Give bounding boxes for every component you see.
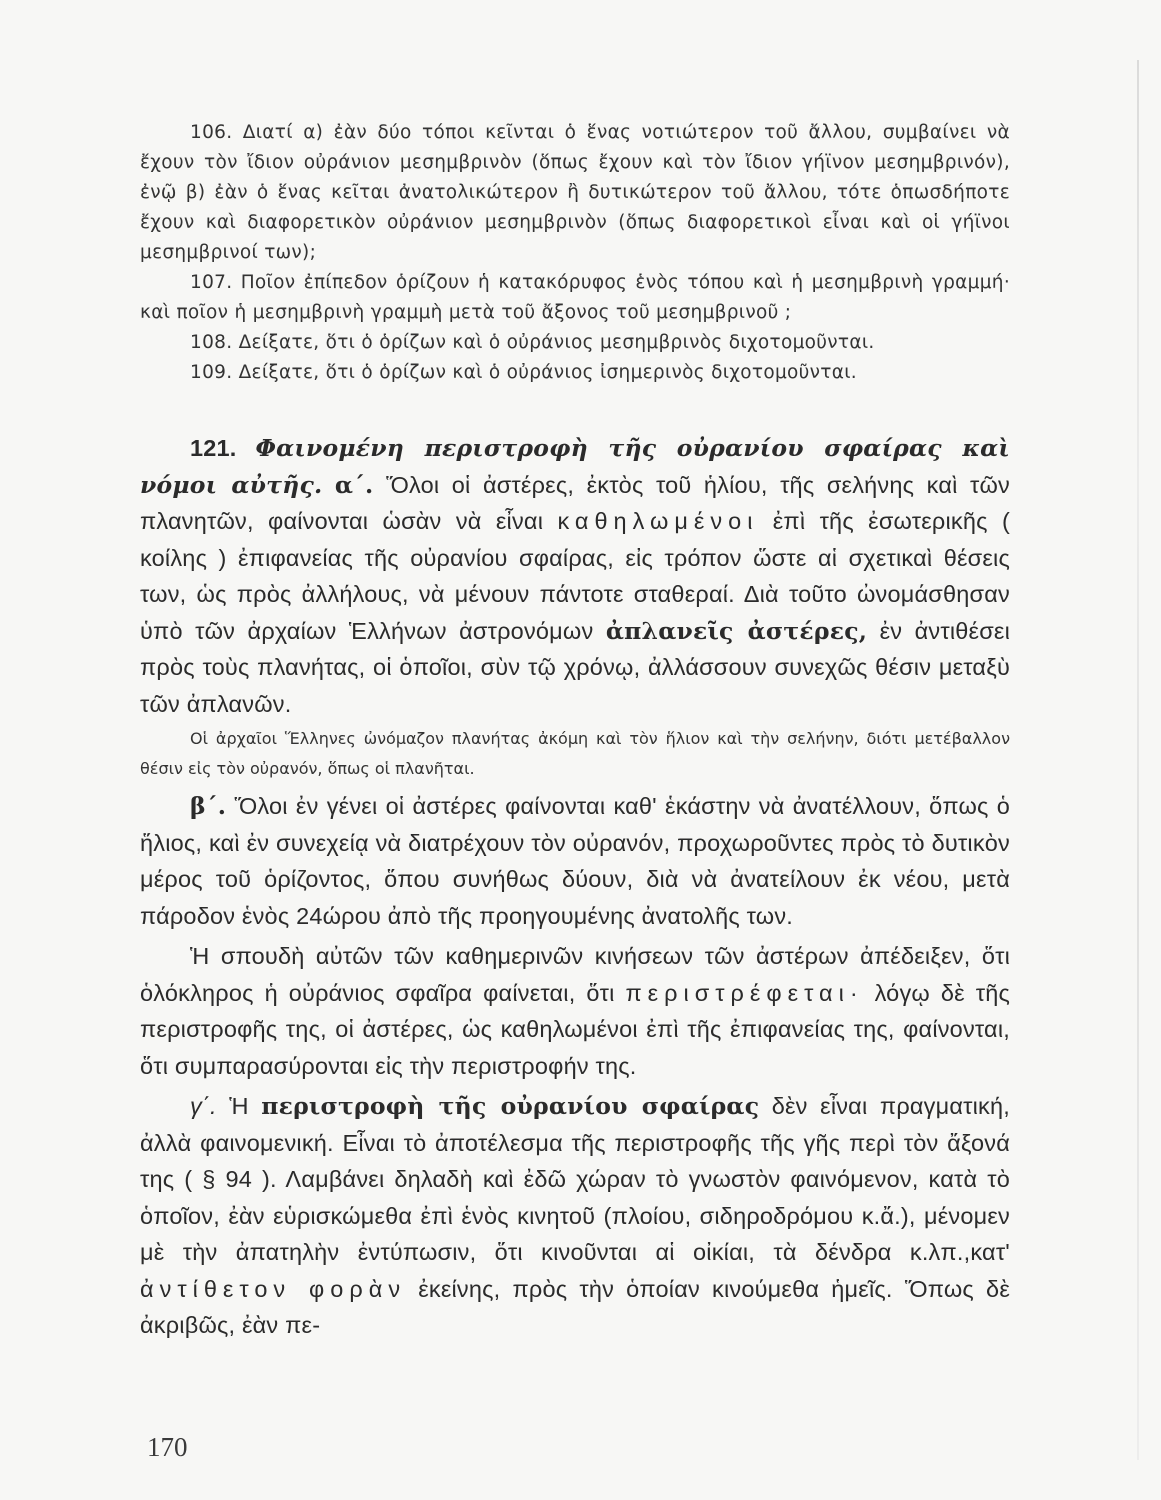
q108-number: 108. [190, 332, 233, 353]
paragraph-2-text-2: λόγῳ δὲ τῆς περιστροφῆς της, οἱ ἀστέρες, ὡς καθηλωμένοι ἐπὶ τῆς ἐπιφανείας της, φαίνονται, ὅτι συμπαρασύρονται εἰς τὴν περιστροφήν της. [140, 979, 1010, 1079]
paragraph-c-text-1: Ἡ [229, 1093, 249, 1119]
paragraph-c-bold: περιστροφὴ τῆς οὐρανίου σφαίρας [261, 1092, 760, 1120]
q106-text: Διατί α) ἐὰν δύο τόποι κεῖνται ὁ ἕνας νοτιώτερον τοῦ ἄλλου, συμβαίνει νὰ ἔχουν τὸν ἴδιον οὐράνιον μεσημβρινὸν (ὅπως ἔχουν καὶ τὸν ἴδιον γήϊνον μεσημβρινόν), ἐνῷ β) ἐὰν ὁ ἕνας κεῖται ἀνατολικώτερον ἢ δυτικώτερον τοῦ ἄλλου, τότε ὁπωσδήποτε ἔχουν καὶ διαφορετικὸν οὐράνιον μεσημβρινὸν (ὅπως διαφορετικοὶ εἶναι καὶ οἱ γήϊνοι μεσημβρινοί των); [140, 122, 1010, 263]
section-121 [140, 430, 1010, 1344]
paragraph-2-spaced: περιστρέφεται· [625, 979, 864, 1006]
q107-number: 107. [190, 272, 233, 293]
q109-number: 109. [190, 362, 233, 383]
paragraph-c [140, 1088, 1010, 1344]
paragraph-a-text-3: ἐν ἀντιθέσει πρὸς τοὺς πλανήτας, οἱ ὁποῖοι, σὺν τῷ χρόνῳ, ἀλλάσσουν συνεχῶς θέσιν μεταξὺ τῶν ἀπλανῶν. [140, 617, 1010, 717]
label-a: α΄. [334, 470, 374, 499]
paragraph-b [140, 788, 1010, 934]
paragraph-c-spaced: ἀντίθετον φορὰν [140, 1275, 407, 1302]
paragraph-2 [140, 938, 1010, 1084]
label-c: γ΄. [190, 1093, 217, 1119]
paragraph-c-text-2: δὲν εἶναι πραγματική, ἀλλὰ φαινομενική. Εἶναι τὸ ἀποτέλεσμα τῆς περιστροφῆς τῆς γῆς περὶ τὸν ἄξονά της ( § 94 ). Λαμβάνει δηλαδὴ καὶ ἐδῶ χώραν τὸ γνωστὸν φαινόμενον, κατὰ τὸ ὁποῖον, ἐὰν εὑρισκώμεθα ἐπὶ ἑνὸς κινητοῦ (πλοίου, σιδηροδρόμου κ.ἄ.), μένομεν μὲ τὴν ἀπατηλὴν ἐντύπωσιν, ὅτι κινοῦνται αἱ οἰκίαι, τὰ δένδρα κ.λπ.,κατ' [140, 1093, 1010, 1265]
section-title: Φαινομένη περιστροφὴ τῆς οὐρανίου σφαίρας καὶ νόμοι αὐτῆς. [140, 434, 1010, 499]
paragraph-a [140, 430, 1010, 722]
exercises-block [140, 118, 1010, 388]
question-106 [140, 118, 1010, 268]
note-paragraph: Οἱ ἀρχαῖοι Ἕλληνες ὠνόμαζον πλανήτας ἀκόμη καὶ τὸν ἥλιον καὶ τὴν σελήνην, διότι μετέβαλλον θέσιν εἰς τὸν οὐρανόν, ὅπως οἱ πλανῆται. [140, 729, 1010, 778]
question-109 [140, 358, 1010, 388]
page-edge-line [1137, 60, 1139, 1460]
paragraph-a-text-2: ἐπὶ τῆς ἐσωτερικῆς ( κοίλης ) ἐπιφανείας τῆς οὐρανίου σφαίρας, εἰς τρόπον ὥστε αἱ σχετικαὶ θέσεις των, ὡς πρὸς ἀλλήλους, νὰ μένουν πάντοτε σταθεραί. Διὰ τοῦτο ὠνομάσθησαν ὑπὸ τῶν ἀρχαίων Ἑλλήνων ἀστρονόμων [140, 508, 1010, 644]
paragraph-b-text: Ὅλοι ἐν γένει οἱ ἀστέρες φαίνονται καθ' ἑκάστην νὰ ἀνατέλλουν, ὅπως ὁ ἥλιος, καὶ ἐν συνεχείᾳ νὰ διατρέχουν τὸν οὐρανόν, προχωροῦντες πρὸς τὸ δυτικὸν μέρος τοῦ ὁρίζοντος, ὅπου συνήθως δύουν, διὰ νὰ ἀνατείλουν ἐκ νέου, μετὰ πάροδον ἑνὸς 24ώρου ἀπὸ τῆς προηγουμένης ἀνατολῆς των. [140, 793, 1011, 929]
paragraph-c-text-3: ἐκείνης, πρὸς τὴν ὁποίαν κινούμεθα ἡμεῖς. Ὅπως δὲ ἀκριβῶς, ἐὰν πε- [140, 1275, 1011, 1338]
q108-text: Δείξατε, ὅτι ὁ ὁρίζων καὶ ὁ οὐράνιος μεσημβρινὸς διχοτομοῦνται. [238, 332, 875, 353]
q109-text: Δείξατε, ὅτι ὁ ὁρίζων καὶ ὁ οὐράνιος ἰσημερινὸς διχοτομοῦνται. [238, 362, 857, 383]
question-108 [140, 328, 1010, 358]
q107-text: Ποῖον ἐπίπεδον ὁρίζουν ἡ κατακόρυφος ἑνὸς τόπου καὶ ἡ μεσημβρινὴ γραμμή· καὶ ποῖον ἡ μεσημβρινὴ γραμμὴ μετὰ τοῦ ἄξονος τοῦ μεσημβρινοῦ ; [140, 272, 1011, 323]
q106-number: 106. [190, 122, 233, 143]
section-number: 121. [190, 435, 237, 461]
paragraph-2-text-1: Ἡ σπουδὴ αὐτῶν τῶν καθημερινῶν κινήσεων τῶν ἀστέρων ἀπέδειξεν, ὅτι ὁλόκληρος ἡ οὐράνιος σφαῖρα φαίνεται, ὅτι [140, 943, 1010, 1006]
page-number: 170 [147, 1432, 188, 1462]
paragraph-a-text-1: Ὅλοι οἱ ἀστέρες, ἐκτὸς τοῦ ἡλίου, τῆς σελήνης καὶ τῶν πλανητῶν, φαίνονται ὡσὰν νὰ εἶναι [140, 471, 1010, 534]
paragraph-a-bold: ἀπλανεῖς ἀστέρες, [605, 616, 868, 645]
paragraph-a-spaced: καθηλωμένοι [557, 508, 759, 534]
question-107 [140, 268, 1010, 328]
label-b: β΄. [190, 792, 227, 820]
